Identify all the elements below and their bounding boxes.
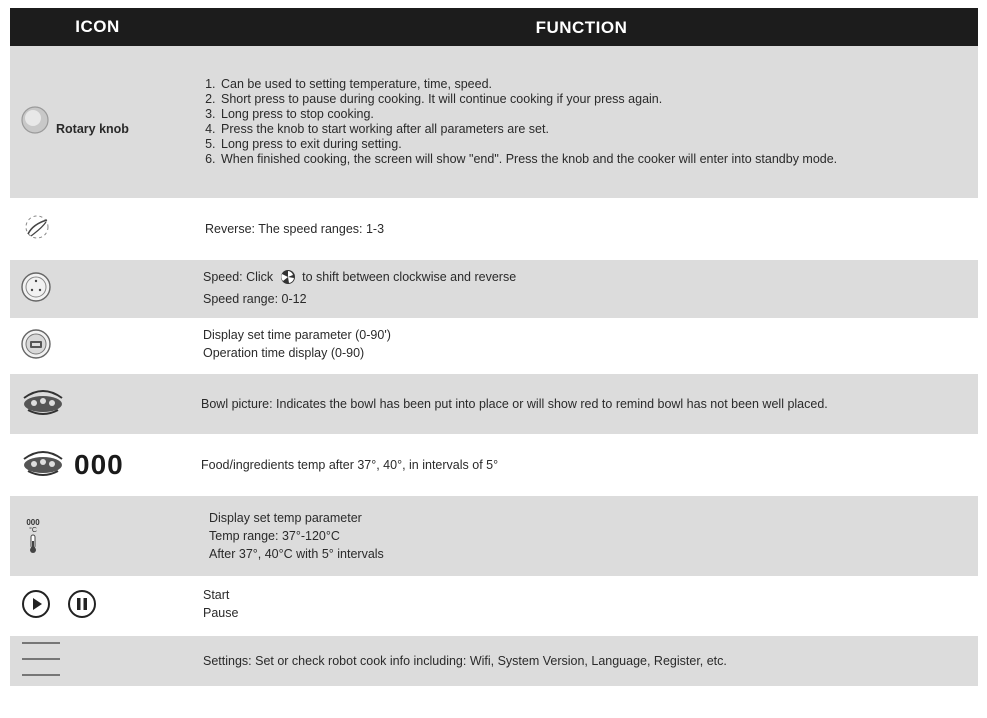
menu-lines-icon	[20, 637, 62, 686]
icon-cell	[10, 198, 197, 260]
table-row-bowl	[10, 374, 978, 434]
function-cell	[201, 496, 978, 576]
pause-text: Pause	[203, 606, 239, 620]
function-cell	[195, 636, 978, 686]
icon-cell	[10, 496, 201, 576]
start-text: Start	[203, 588, 230, 602]
thermometer-icon	[26, 518, 40, 554]
pause-icon	[66, 588, 98, 625]
icon-cell	[10, 434, 193, 496]
table-row-reverse	[10, 198, 978, 260]
bowl-icon	[18, 386, 68, 423]
list-item: 3. Long press to stop cooking.	[219, 107, 978, 122]
fan-icon	[280, 269, 296, 289]
list-item: 4. Press the knob to start working after all parameters are set.	[219, 122, 978, 137]
table-row-food-temp	[10, 434, 978, 496]
table-header	[10, 8, 978, 46]
list-item: 1. Can be used to setting temperature, time, speed.	[219, 77, 978, 92]
table-row-speed	[10, 260, 978, 318]
temp-line-3: After 37°, 40°C with 5° intervals	[209, 546, 384, 561]
list-item: 5. Long press to exit during setting.	[219, 137, 978, 152]
icon-cell	[10, 374, 193, 434]
speed-line	[203, 269, 978, 289]
timer-icon	[20, 328, 52, 365]
reverse-icon	[22, 212, 52, 247]
function-cell	[195, 46, 978, 198]
function-cell	[195, 260, 978, 318]
icon-cell	[10, 260, 195, 318]
temp-line-2: Temp range: 37°-120°C	[209, 528, 340, 543]
time-line-1: Display set time parameter (0-90')	[203, 328, 391, 342]
food-temp-text: Food/ingredients temp after 37°, 40°, in intervals of 5°	[201, 457, 499, 472]
function-cell	[195, 318, 978, 374]
function-cell	[195, 576, 978, 636]
temp-digits: 000	[74, 449, 124, 480]
table-row-settings	[10, 636, 978, 686]
mini-temp-digits: 000	[26, 518, 40, 527]
table-row-temp	[10, 496, 978, 576]
mini-temp-unit: °C	[29, 527, 37, 534]
table-row-time	[10, 318, 978, 374]
settings-text: Settings: Set or check robot cook info including: Wifi, System Version, Language, Register, etc.	[203, 653, 727, 668]
temp-line-1: Display set temp parameter	[209, 510, 362, 525]
icon-cell	[10, 636, 195, 686]
icon-cell	[10, 318, 195, 374]
icon-cell	[10, 46, 195, 198]
play-icon	[20, 588, 52, 625]
table-row-start-pause	[10, 576, 978, 636]
rotary-knob-icon	[20, 105, 50, 140]
header-function-column	[185, 8, 978, 46]
function-table	[10, 8, 978, 686]
reverse-text: Reverse: The speed ranges: 1-3	[205, 221, 385, 236]
speed-text-before: Speed: Click	[203, 269, 274, 284]
speed-range: Speed range: 0-12	[203, 291, 307, 306]
bowl-icon	[18, 447, 68, 484]
header-function-label: FUNCTION	[535, 17, 628, 37]
time-line-2: Operation time display (0-90)	[203, 346, 365, 360]
function-cell	[193, 374, 978, 434]
function-cell	[193, 434, 978, 496]
function-cell	[197, 198, 978, 260]
list-item: 6. When finished cooking, the screen will show "end". Press the knob and the cooker will enter into standby mode.	[219, 152, 978, 167]
speed-dial-icon	[20, 271, 52, 308]
header-icon-column: ICON	[75, 17, 120, 36]
knob-function-list	[203, 77, 978, 167]
icon-cell	[10, 576, 195, 636]
speed-text-after: to shift between clockwise and reverse	[302, 269, 517, 284]
list-item: 2. Short press to pause during cooking. It will continue cooking if your press again.	[219, 92, 978, 107]
rotary-knob-label: Rotary knob	[56, 122, 129, 136]
table-row-rotary-knob	[10, 46, 978, 198]
bowl-text: Bowl picture: Indicates the bowl has been put into place or will show red to remind bowl has not been well placed.	[201, 396, 828, 411]
